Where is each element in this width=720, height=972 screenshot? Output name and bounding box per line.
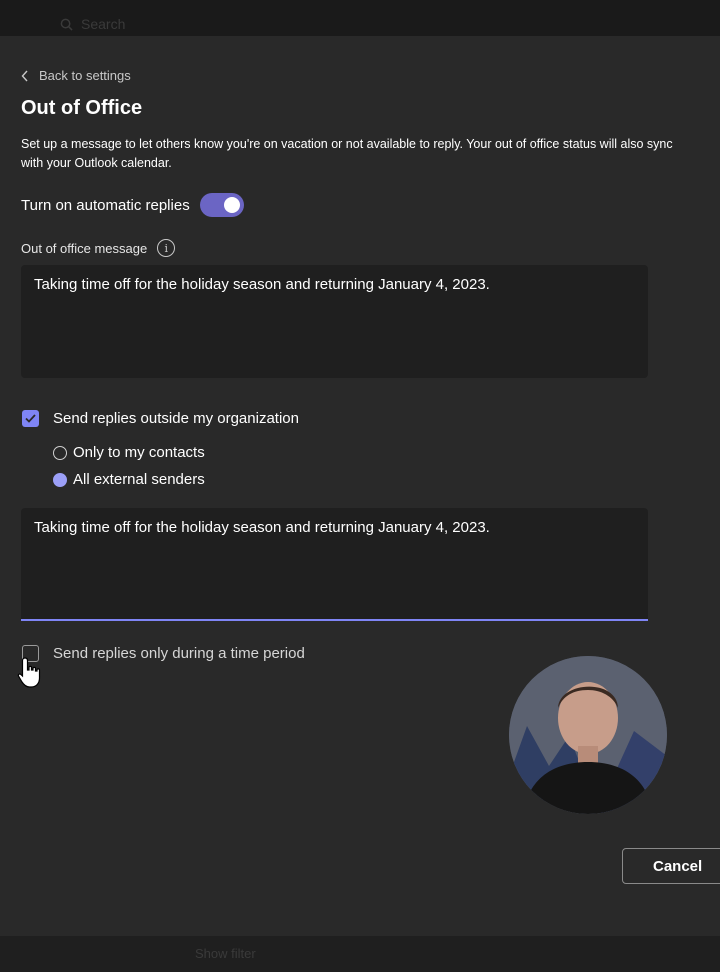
app-top-bar [0, 0, 720, 36]
presenter-video-avatar [509, 656, 667, 814]
time-period-row[interactable] [22, 645, 305, 662]
search-placeholder: Search [81, 16, 126, 32]
info-icon[interactable]: i [157, 239, 175, 257]
external-message-field[interactable]: Taking time off for the holiday season and returning January 4, 2023. [21, 508, 648, 621]
radio-all-external[interactable] [53, 471, 205, 488]
page-description: Set up a message to let others know you're on vacation or not available to reply. Your out of office status will also sync with your Outlook calendar. [21, 137, 673, 170]
radio-only-contacts[interactable] [53, 444, 205, 461]
cancel-button[interactable]: Cancel [622, 848, 720, 884]
message-label-row [21, 239, 175, 257]
auto-replies-row [21, 193, 244, 217]
radio-button[interactable] [53, 446, 67, 460]
back-label: Back to settings [39, 68, 131, 83]
auto-replies-toggle[interactable] [200, 193, 244, 217]
search-box[interactable] [60, 16, 125, 32]
radio-label: All external senders [73, 471, 205, 488]
radio-button[interactable] [53, 473, 67, 487]
external-replies-row[interactable] [22, 410, 299, 427]
message-label: Out of office message [21, 240, 148, 256]
presenter-video-image [509, 656, 667, 814]
back-to-settings-link[interactable] [21, 68, 131, 83]
external-replies-label: Send replies outside my organization [53, 410, 299, 427]
toggle-knob [224, 197, 240, 213]
page-title: Out of Office [21, 97, 143, 119]
chevron-left-icon [21, 70, 29, 82]
search-icon [60, 18, 73, 31]
auto-replies-label: Turn on automatic replies [21, 196, 190, 214]
radio-label: Only to my contacts [73, 444, 205, 461]
bottom-bar-text: Show filter [195, 946, 256, 961]
internal-message-field[interactable]: Taking time off for the holiday season and returning January 4, 2023. [21, 265, 648, 378]
external-replies-checkbox[interactable] [22, 410, 39, 427]
app-bottom-bar [0, 936, 720, 972]
checkmark-icon [25, 414, 36, 423]
time-period-label: Send replies only during a time period [53, 645, 305, 662]
hand-cursor-icon [17, 656, 45, 690]
